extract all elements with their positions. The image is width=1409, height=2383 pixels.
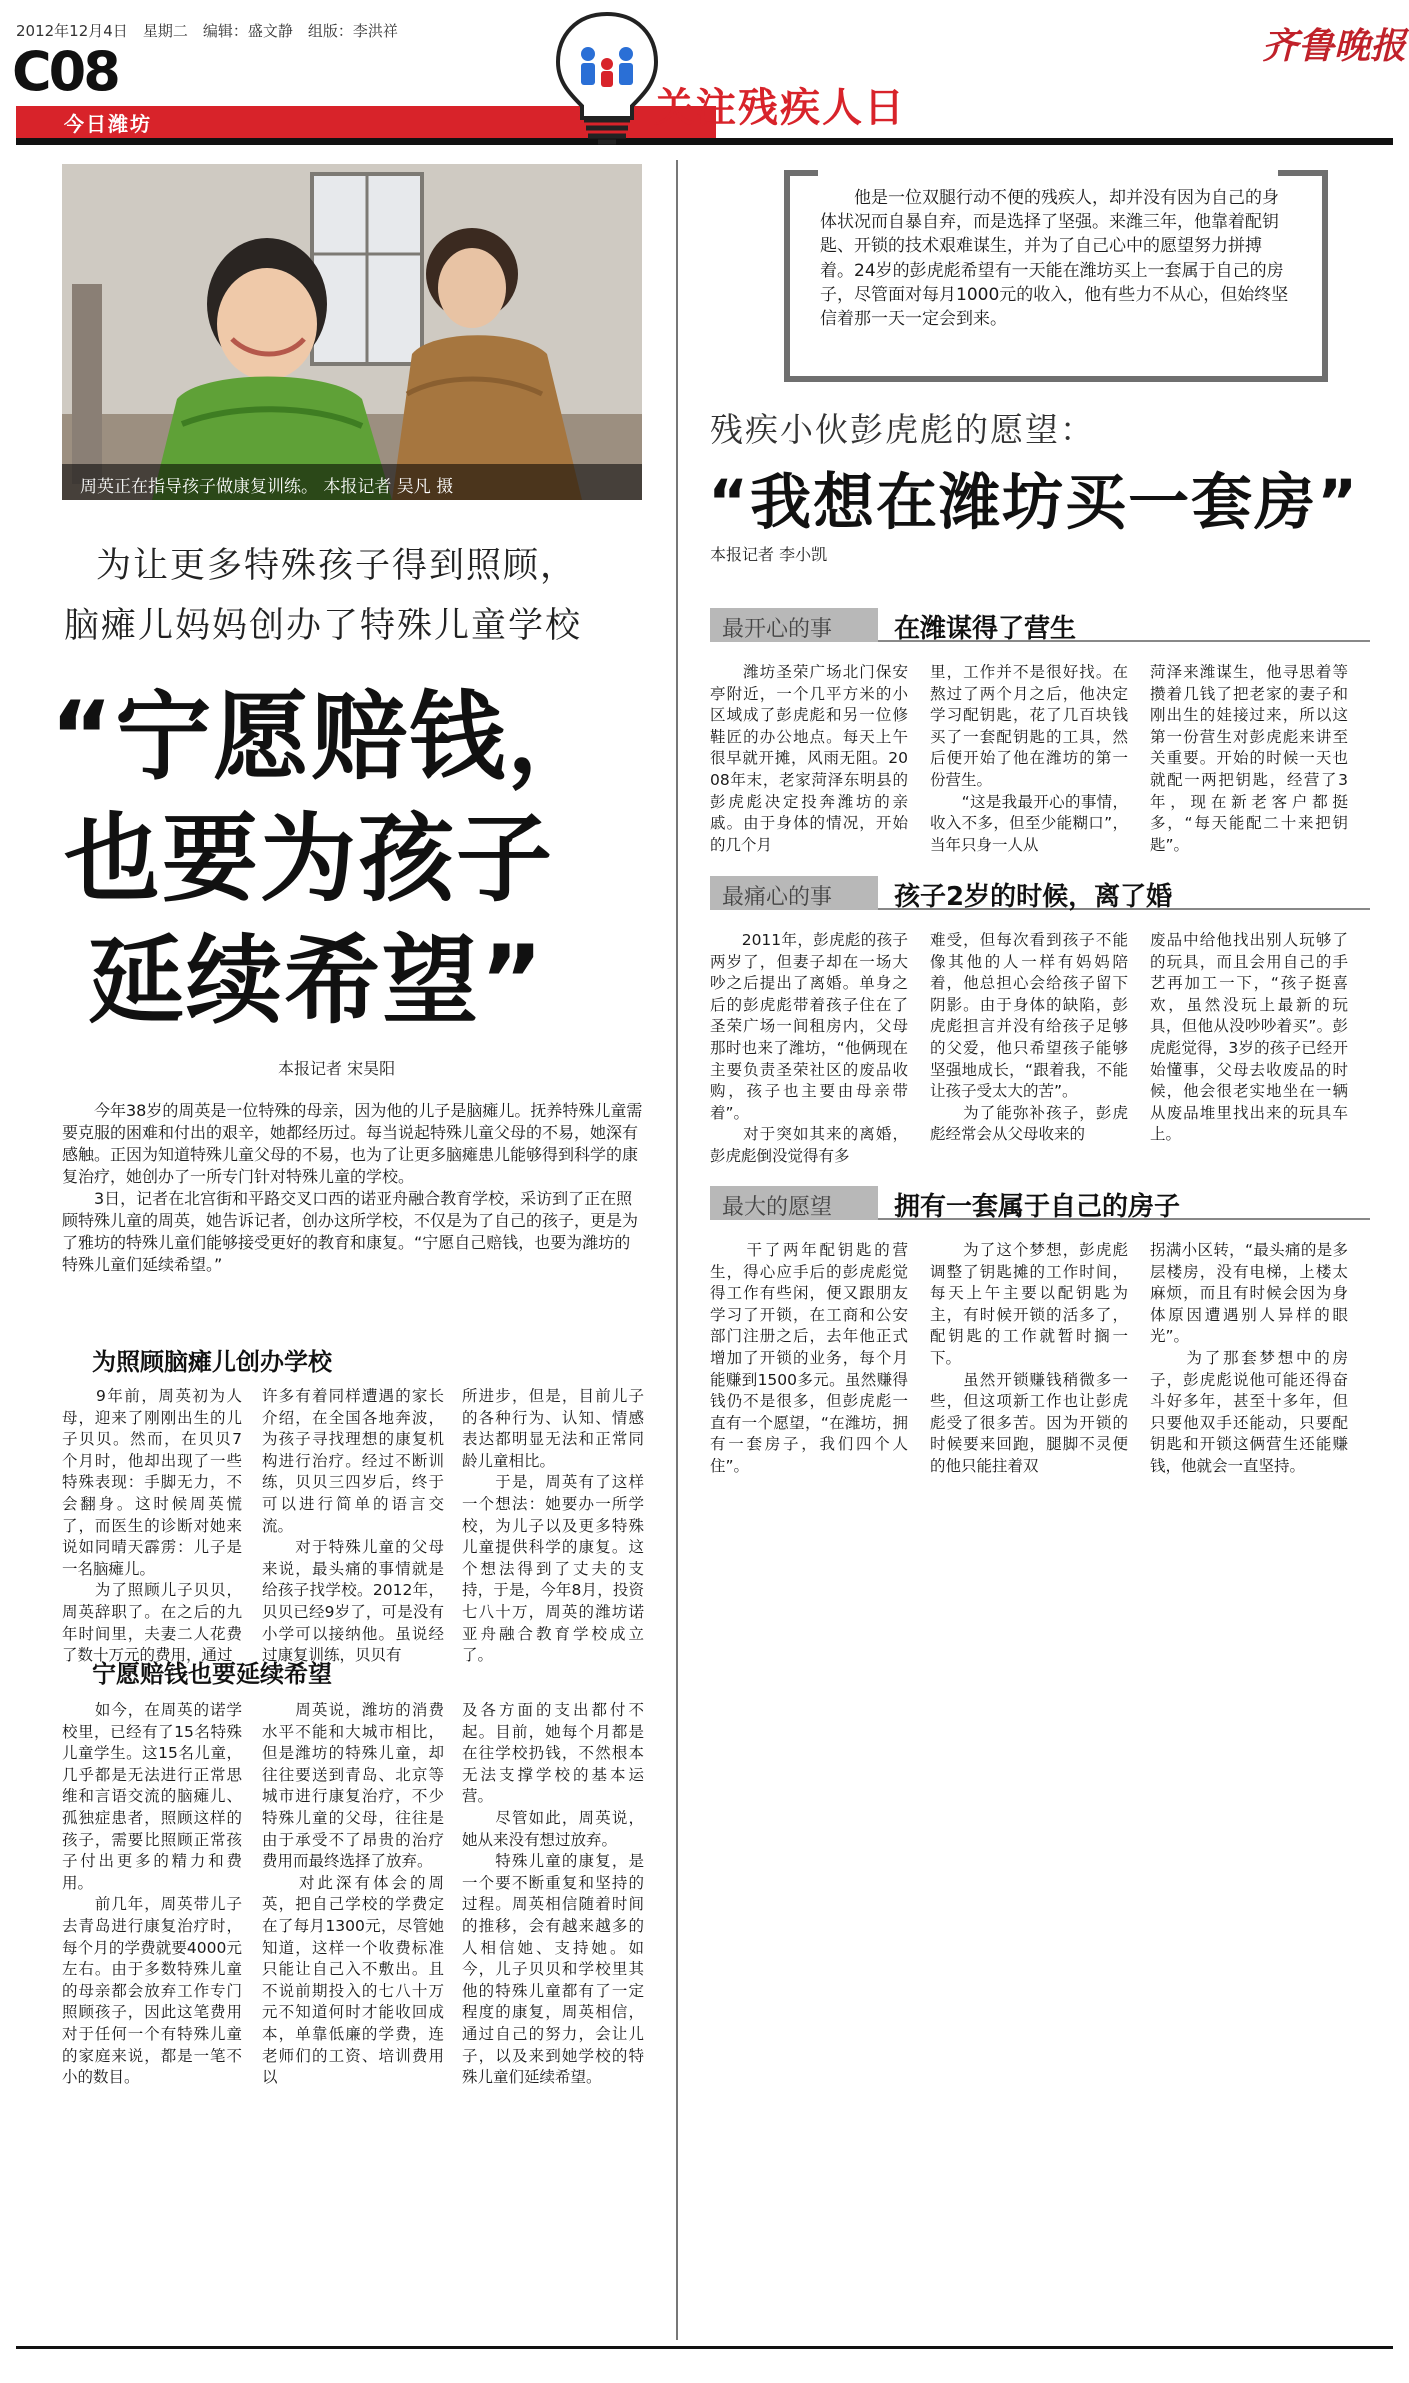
body-column: 拐满小区转，“最头痛的是多层楼房，没有电梯，上楼太麻烦，而且有时候会因为身体原因遭遇别人异样的眼光”。 为了那套梦想中的房子，彭虎彪说他可能还得奋斗好多年，甚至十多年，但只要他双手还能动，只要配钥匙和开锁这俩营生还能赚钱，他就会一直坚持。 bbox=[1150, 1241, 1348, 1475]
lead-paragraphs bbox=[62, 1100, 644, 1276]
body-column: 难受，但每次看到孩子不能像其他的人一样有妈妈陪着，他总担心会给孩子留下阴影。由于身体的缺陷，彭虎彪担言并没有给孩子足够的父爱，他只希望孩子能够坚强地成长，“跟着我，不能让孩子受太大的苦”。 为了能弥补孩子，彭虎彪经常会从父母收来的 bbox=[930, 931, 1128, 1144]
body-column: 废品中给他找出别人玩够了的玩具，而且会用自己的手艺再加工一下，“孩子挺喜欢，虽然没玩上最新的玩具，但他从没吵吵着买”。彭虎彪觉得，3岁的孩子已经开始懂事，父母去收废品的时候，他会很老实地坐在一辆从废品堆里找出来的玩具车上。 bbox=[1150, 931, 1348, 1144]
body-column: 周英说，潍坊的消费水平不能和大城市相比，但是潍坊的特殊儿童，却往往要送到青岛、北京等城市进行康复治疗，不少特殊儿童的父母，往往是由于承受不了昂贵的治疗费用而最终选择了放弃。 对此深有体会的周英，把自己学校的学费定在了每月1300元，尽管她知道，这样一个收费标准只能让自己入不敷出。且不说前期投入的七八十万元不知道何时才能收回成本，单靠低廉的学费，连老师们的工资、培训费用以 bbox=[262, 1701, 444, 2087]
designer-credit: 组版：李洪祥 bbox=[307, 22, 398, 40]
issue-date: 2012年12月4日 bbox=[16, 22, 128, 40]
section-band-label: 最开心的事 bbox=[722, 617, 833, 642]
section-band-label: 最痛心的事 bbox=[722, 885, 833, 910]
sub-headline: 残疾小伙彭虎彪的愿望： bbox=[710, 410, 1095, 449]
section-label: 今日潍坊 bbox=[64, 112, 152, 136]
right-headline: “我想在潍坊买一套房” bbox=[708, 467, 1360, 538]
issue-weekday: 星期二 bbox=[142, 22, 188, 40]
pull-quote: 他是一位双腿行动不便的残疾人，却并没有因为自己的身体状况而自暴自弃，而是选择了坚强。来潍三年，他靠着配钥匙、开锁的技术艰难谋生，并为了自己心中的愿望努力拼搏着。24岁的彭虎彪希望有一天能在潍坊买上一套属于自己的房子，尽管面对每月1000元的收入，他有些力不从心，但始终坚信着那一天一定会到来。 bbox=[820, 188, 1289, 330]
body-column: 及各方面的支出都付不起。目前，她每个月都是在往学校扔钱，不然根本无法支撑学校的基本运营。 尽管如此，周英说，她从来没有想过放弃。 特殊儿童的康复，是一个要不断重复和坚持的过程。周英相信随着时间的推移，会有越来越多的人相信她、支持她。如今，儿子贝贝和学校里其他的特殊儿童都有了一定程度的康复，周英相信，通过自己的努力，会让儿子，以及来到她学校的特殊儿童们延续希望。 bbox=[462, 1701, 644, 2087]
body-column: 里，工作并不是很好找。在熬过了两个月之后，他决定学习配钥匙，花了几百块钱买了一套配钥匙的工具，然后便开始了他在潍坊的第一份营生。 “这是我最开心的事情，收入不多，但至少能糊口”，当年只身一人从 bbox=[930, 663, 1128, 854]
news-photo bbox=[62, 164, 642, 500]
section-band-title: 孩子2岁的时候，离了婚 bbox=[894, 882, 1173, 912]
page-number: C08 bbox=[12, 40, 118, 103]
pull-quote-frame-gap bbox=[818, 160, 1278, 180]
body-column: 9年前，周英初为人母，迎来了刚刚出生的儿子贝贝。然而，在贝贝7个月时，他却出现了一些特殊表现：手脚无力，不会翻身。这时候周英慌了，而医生的诊断对她来说如同晴天霹雳：儿子是一名脑瘫儿。 为了照顾儿子贝贝，周英辞职了。在之后的九年时间里，夫妻二人花费了数十万元的费用，通过 bbox=[62, 1387, 242, 1665]
body-column: 如今，在周英的诺学校里，已经有了15名特殊儿童学生。这15名儿童，几乎都是无法进行正常思维和言语交流的脑瘫儿、孤独症患者，照顾这样的孩子，需要比照顾正常孩子付出更多的精力和费用。 前几年，周英带儿子去青岛进行康复治疗时，每个月的学费就要4000元左右。由于多数特殊儿童的母亲都会放弃工作专门照顾孩子，因此这笔费用对于任何一个有特殊儿童的家庭来说，都是一笔不小的数目。 bbox=[62, 1701, 242, 2087]
right-byline: 本报记者 李小凯 bbox=[710, 545, 828, 564]
body-column: 许多有着同样遭遇的家长介绍，在全国各地奔波，为孩子寻找理想的康复机构进行治疗。经过不断训练，贝贝三四岁后，终于可以进行简单的语言交流。 对于特殊儿童的父母来说，最头痛的事情就是给孩子找学校。2012年，贝贝已经9岁了，可是没有小学可以接纳他。虽说经过康复训练，贝贝有 bbox=[262, 1387, 444, 1665]
section-band-label: 最大的愿望 bbox=[722, 1195, 833, 1220]
body-column: 2011年，彭虎彪的孩子两岁了，但妻子却在一场大吵之后提出了离婚。单身之后的彭虎彪带着孩子住在了圣荣广场一间租房内，父母那时也来了潍坊，“他俩现在主要负责圣荣社区的废品收购，孩子也主要由母亲带着”。 对于突如其来的离婚，彭虎彪倒没觉得有多 bbox=[710, 931, 908, 1165]
lead-paragraph-1: 今年38岁的周英是一位特殊的母亲，因为他的儿子是脑瘫儿。抚养特殊儿童需要克服的困难和付出的艰辛，她都经历过。每当说起特殊儿童父母的不易，她深有感触。正因为知道特殊儿童父母的不易，也为了让更多脑瘫患儿能够得到科学的康复治疗，她创办了一所专门针对特殊儿童的学校。 bbox=[62, 1101, 643, 1186]
headline-line-2: 也要为孩子 bbox=[64, 803, 554, 915]
newspaper-logo: 齐鲁晚报 bbox=[1262, 25, 1407, 67]
bottom-rule bbox=[16, 2346, 1393, 2349]
kicker-line-2: 脑瘫儿妈妈创办了特殊儿童学校 bbox=[64, 606, 583, 646]
section-heading: 为照顾脑瘫儿创办学校 bbox=[92, 1348, 332, 1376]
lead-paragraph-2: 3日，记者在北宫街和平路交叉口西的诺亚舟融合教育学校，采访到了正在照顾特殊儿童的周英，她告诉记者，创办这所学校，不仅是为了自己的孩子，更是为了雅坊的特殊儿童们能够接受更好的教育和康复。“宁愿自己赔钱，也要为潍坊的特殊儿童们延续希望。” bbox=[62, 1189, 639, 1274]
headline-line-3: 延续希望” bbox=[88, 925, 546, 1037]
body-column: 潍坊圣荣广场北门保安亭附近，一个几平方米的小区域成了彭虎彪和另一位修鞋匠的办公地点。每天上午很早就开摊，风雨无阻。2008年末，老家菏泽东明县的彭虎彪决定投奔潍坊的亲戚。由于身体的情况，开始的几个月 bbox=[710, 663, 908, 854]
issue-meta bbox=[16, 20, 398, 41]
headline-line-1: “宁愿赔钱， bbox=[50, 681, 606, 793]
body-column: 干了两年配钥匙的营生，得心应手后的彭虎彪觉得工作有些闲，便又跟朋友学习了开锁，在工商和公安部门注册之后，去年他正式增加了开锁的业务，每个月能赚到1500多元。虽然赚得钱仍不是很多，但彭虎彪一直有一个愿望，“在潍坊，拥有一套房子，我们四个人住”。 bbox=[710, 1241, 908, 1475]
section-heading: 宁愿赔钱也要延续希望 bbox=[92, 1660, 332, 1688]
body-column: 菏泽来潍谋生，他寻思着等攒着几钱了把老家的妻子和刚出生的娃接过来，所以这第一份营生对彭虎彪来讲至关重要。开始的时候一天也就配一两把钥匙，经营了3年，现在新老客户都挺多，“每天能配二十来把钥匙”。 bbox=[1150, 663, 1348, 854]
byline: 本报记者 宋昊阳 bbox=[278, 1059, 396, 1078]
body-column: 所进步，但是，目前儿子的各种行为、认知、情感表达都明显无法和正常同龄儿童相比。 于是，周英有了这样一个想法：她要办一所学校，为儿子以及更多特殊儿童提供科学的康复。这个想法得到了丈夫的支持，于是，今年8月，投资七八十万，周英的潍坊诺亚舟融合教育学校成立了。 bbox=[462, 1387, 644, 1665]
kicker-line-1: 为让更多特殊孩子得到照顾， bbox=[96, 546, 578, 586]
photo-caption: 周英正在指导孩子做康复训练。 本报记者 吴凡 摄 bbox=[80, 477, 454, 497]
body-column: 为了这个梦想，彭虎彪调整了钥匙摊的工作时间，每天上午主要以配钥匙为主，有时候开锁的活多了，配钥匙的工作就暂时搁一下。 虽然开锁赚钱稍微多一些，但这项新工作也让彭虎彪受了很多苦。因为开锁的时候要来回跑，腿脚不灵便的他只能拄着双 bbox=[930, 1241, 1128, 1475]
section-band-title: 在潍谋得了营生 bbox=[894, 614, 1077, 644]
editor-credit: 编辑：盛文静 bbox=[202, 22, 293, 40]
masthead-rule bbox=[16, 138, 1393, 145]
lightbulb-family-icon bbox=[548, 8, 666, 148]
topic-title: 关注残疾人日 bbox=[654, 85, 906, 131]
section-band-title: 拥有一套属于自己的房子 bbox=[894, 1192, 1181, 1222]
column-divider bbox=[676, 160, 678, 2340]
